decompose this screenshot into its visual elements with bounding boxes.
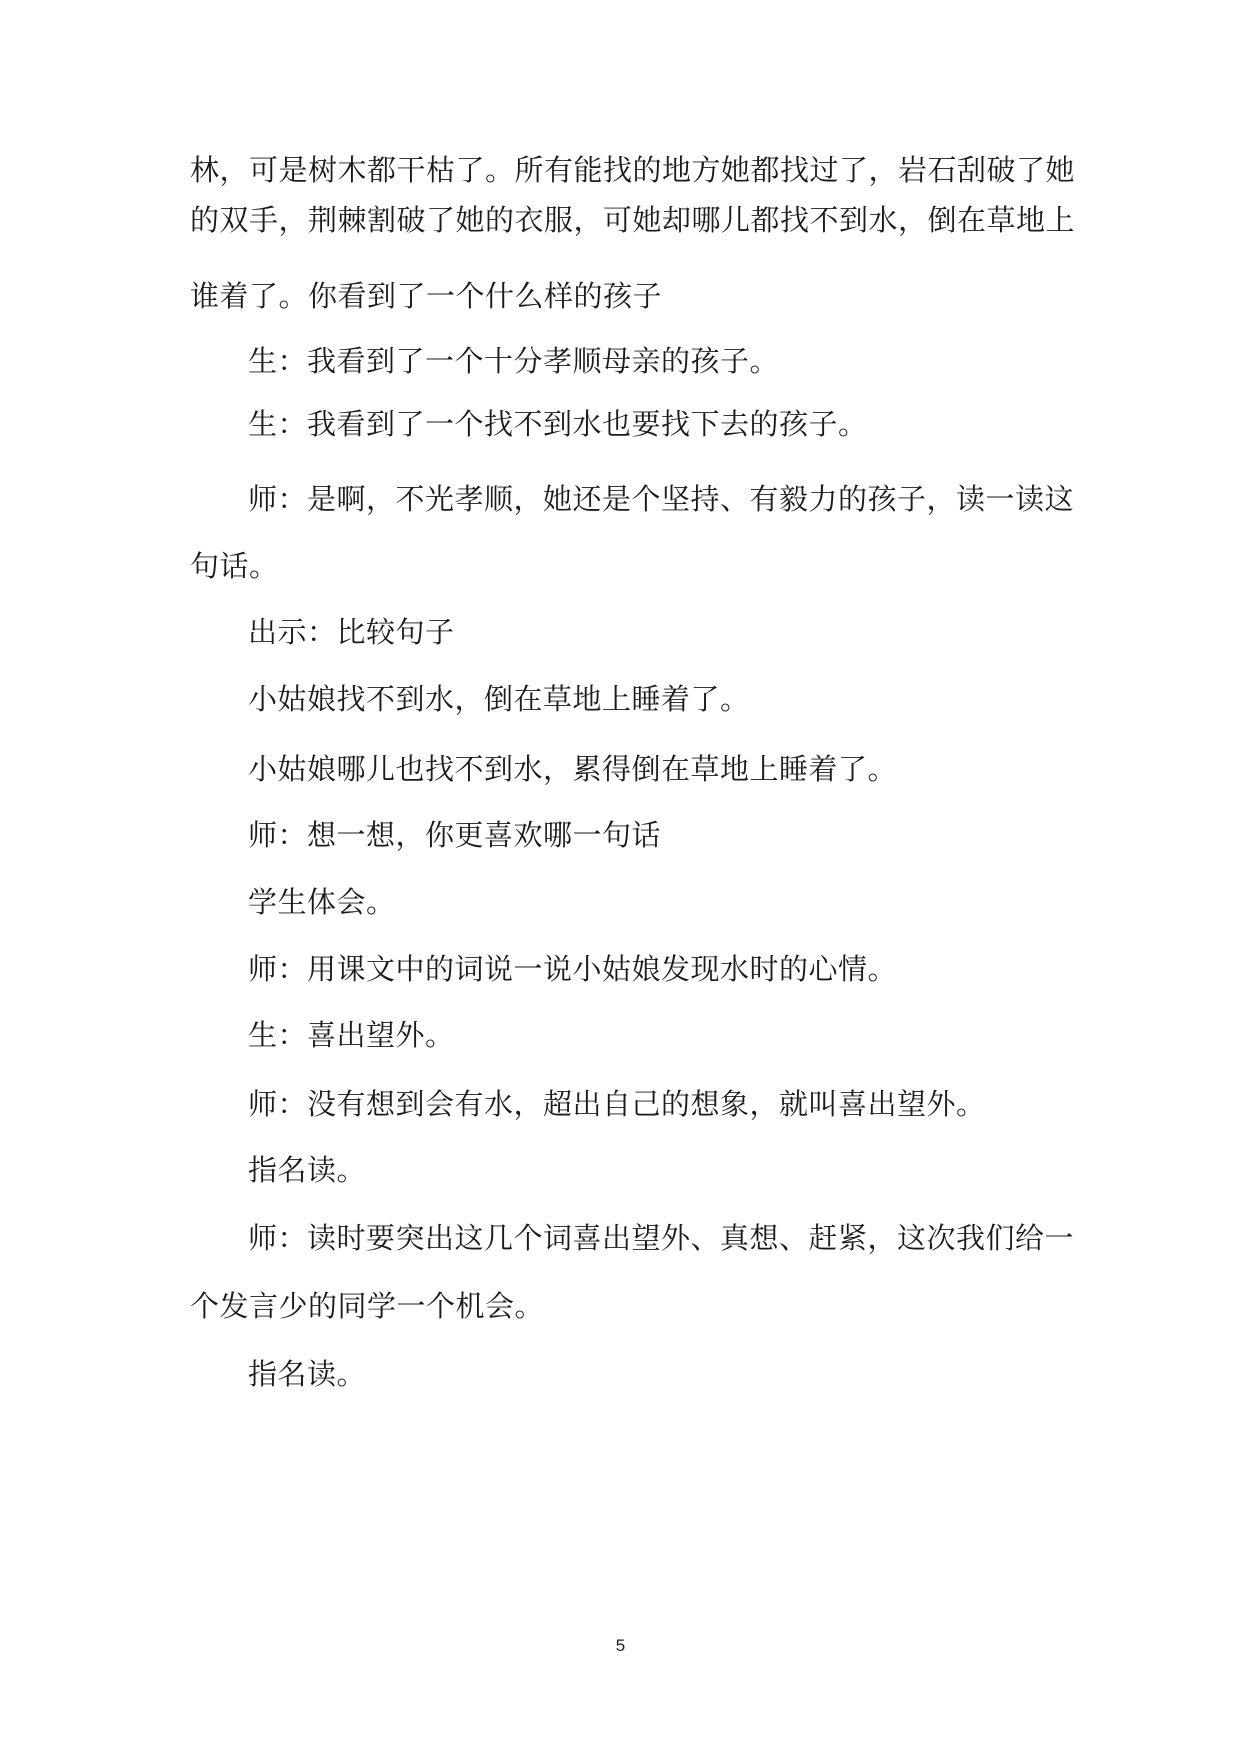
text-line: 出示：比较句子	[248, 615, 455, 649]
text-line: 生：我看到了一个找不到水也要找下去的孩子。	[248, 407, 868, 441]
text-line: 师：用课文中的词说一说小姑娘发现水时的心情。	[248, 952, 898, 986]
text-line: 师：没有想到会有水，超出自己的想象，就叫喜出望外。	[248, 1087, 986, 1121]
text-line: 指名读。	[248, 1357, 367, 1391]
text-line: 生：喜出望外。	[248, 1018, 455, 1052]
page-number: 5	[615, 1636, 626, 1655]
text-line: 学生体会。	[248, 885, 396, 919]
text-line: 小姑娘哪儿也找不到水，累得倒在草地上睡着了。	[248, 752, 898, 786]
text-line: 师：是啊，不光孝顺，她还是个坚持、有毅力的孩子，读一读这	[248, 482, 1075, 516]
text-line: 生：我看到了一个十分孝顺母亲的孩子。	[248, 344, 780, 378]
text-line: 的双手，荆棘割破了她的衣服，可她却哪儿都找不到水，倒在草地上	[190, 203, 1076, 237]
text-line: 林，可是树木都干枯了。所有能找的地方她都找过了，岩石刮破了她	[190, 153, 1076, 187]
text-line: 师：想一想，你更喜欢哪一句话	[248, 818, 662, 852]
text-line: 句话。	[190, 549, 279, 583]
text-line: 指名读。	[248, 1153, 367, 1187]
text-line: 师：读时要突出这几个词喜出望外、真想、赶紧，这次我们给一	[248, 1221, 1075, 1255]
text-line: 小姑娘找不到水，倒在草地上睡着了。	[248, 682, 750, 716]
text-line: 个发言少的同学一个机会。	[190, 1289, 545, 1323]
text-line: 谁着了。你看到了一个什么样的孩子	[190, 279, 663, 313]
